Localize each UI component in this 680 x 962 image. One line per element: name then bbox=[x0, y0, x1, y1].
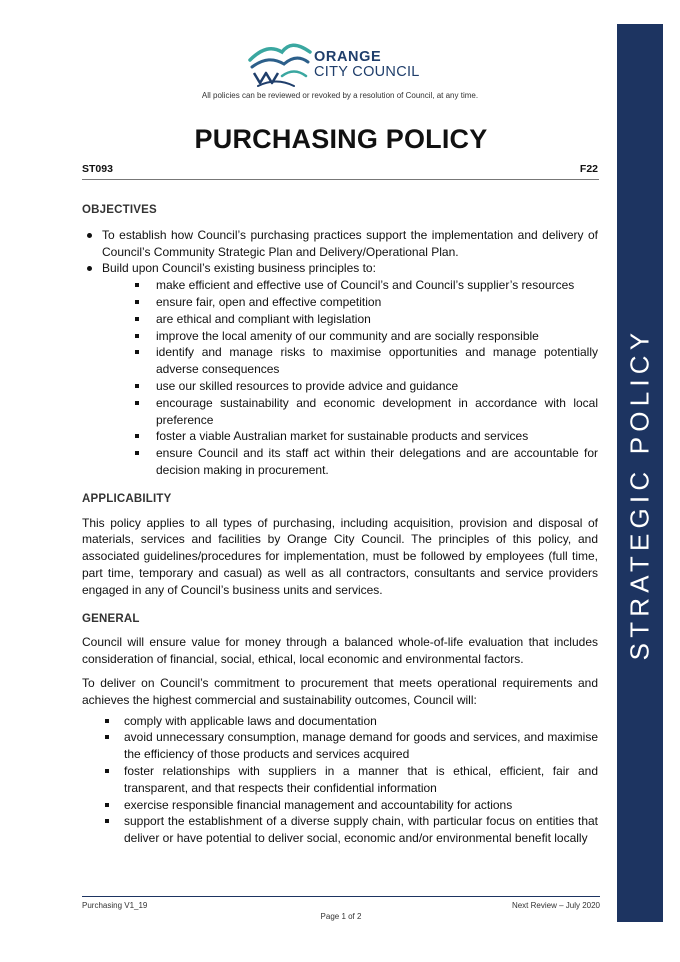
principle-item: ensure Council and its staff act within their delegations and are accountable for decision making in procurement. bbox=[82, 445, 598, 479]
principle-item: ensure fair, open and effective competition bbox=[82, 294, 598, 311]
logo-word-city-council: CITY COUNCIL bbox=[314, 64, 420, 80]
sidebar-label: STRATEGIC POLICY bbox=[624, 327, 655, 661]
footer-document-version: Purchasing V1_19 bbox=[82, 901, 148, 910]
footer-divider bbox=[82, 896, 600, 897]
policy-disclaimer: All policies can be reviewed or revoked by a resolution of Council, at any time. bbox=[201, 91, 479, 100]
logo-word-orange: ORANGE bbox=[314, 49, 382, 65]
general-paragraph: To deliver on Council’s commitment to procurement that meets operational requirements and achieves the highest commercial and sustainability outcomes, Council will: bbox=[82, 675, 598, 707]
principle-item: use our skilled resources to provide advice and guidance bbox=[82, 378, 598, 395]
council-logo-icon bbox=[248, 40, 312, 90]
applicability-heading: APPLICABILITY bbox=[82, 492, 172, 505]
principle-item: identify and manage risks to maximise opportunities and manage potentially adverse consequences bbox=[82, 344, 598, 378]
principle-item: make efficient and effective use of Council’s and Council’s supplier’s resources bbox=[82, 277, 598, 294]
strategic-policy-sidebar bbox=[617, 24, 663, 922]
principle-item: are ethical and compliant with legislation bbox=[82, 311, 598, 328]
policy-code: ST093 bbox=[82, 163, 113, 175]
objective-text: Build upon Council’s existing business principles to: bbox=[102, 261, 376, 276]
orange-city-council-logo bbox=[248, 40, 448, 90]
principle-item: improve the local amenity of our community and are socially responsible bbox=[82, 328, 598, 345]
general-paragraph: Council will ensure value for money through a balanced whole-of-life evaluation that includes consideration of financial, social, ethical, local economic and environmental factors. bbox=[82, 635, 598, 667]
commitment-item: exercise responsible financial management and accountability for actions bbox=[82, 797, 598, 814]
applicability-text: This policy applies to all types of purchasing, including acquisition, provision and disposal of materials, services and facilities by Orange City Council. The principles of this policy, and associated guidelines/procedures for implementation, must be followed by employees (full time, part time, temporary and casual) as well as all contractors, consultants and service providers engaged in any of Council’s business units and services. bbox=[82, 515, 598, 597]
principle-item: foster a viable Australian market for sustainable products and services bbox=[82, 428, 598, 445]
objectives-list bbox=[82, 227, 598, 479]
footer-review-date: Next Review – July 2020 bbox=[511, 901, 600, 910]
council-commitments-list bbox=[82, 713, 598, 847]
business-principles-list bbox=[82, 277, 598, 479]
objective-item: To establish how Council’s purchasing practices support the implementation and delivery of Council’s Community Strategic Plan and Delivery/Operational Plan. bbox=[82, 227, 598, 261]
file-reference: F22 bbox=[579, 163, 598, 175]
objectives-heading: OBJECTIVES bbox=[82, 204, 157, 216]
general-heading: GENERAL bbox=[82, 612, 140, 625]
document-body bbox=[82, 202, 598, 847]
document-title: PURCHASING POLICY bbox=[194, 124, 488, 154]
commitment-item: comply with applicable laws and documentation bbox=[82, 713, 598, 730]
commitment-item: foster relationships with suppliers in a manner that is ethical, efficient, fair and transparent, and that respects their confidential information bbox=[82, 763, 598, 797]
objective-item bbox=[82, 260, 598, 478]
page-number: Page 1 of 2 bbox=[320, 912, 362, 921]
title-divider bbox=[82, 179, 599, 180]
commitment-item: avoid unnecessary consumption, manage demand for goods and services, and maximise the efficiency of those products and services acquired bbox=[82, 729, 598, 763]
commitment-item: support the establishment of a diverse supply chain, with particular focus on entities that deliver or have potential to deliver social, economic and/or environmental benefit locally bbox=[82, 813, 598, 847]
principle-item: encourage sustainability and economic development in accordance with local preference bbox=[82, 395, 598, 429]
